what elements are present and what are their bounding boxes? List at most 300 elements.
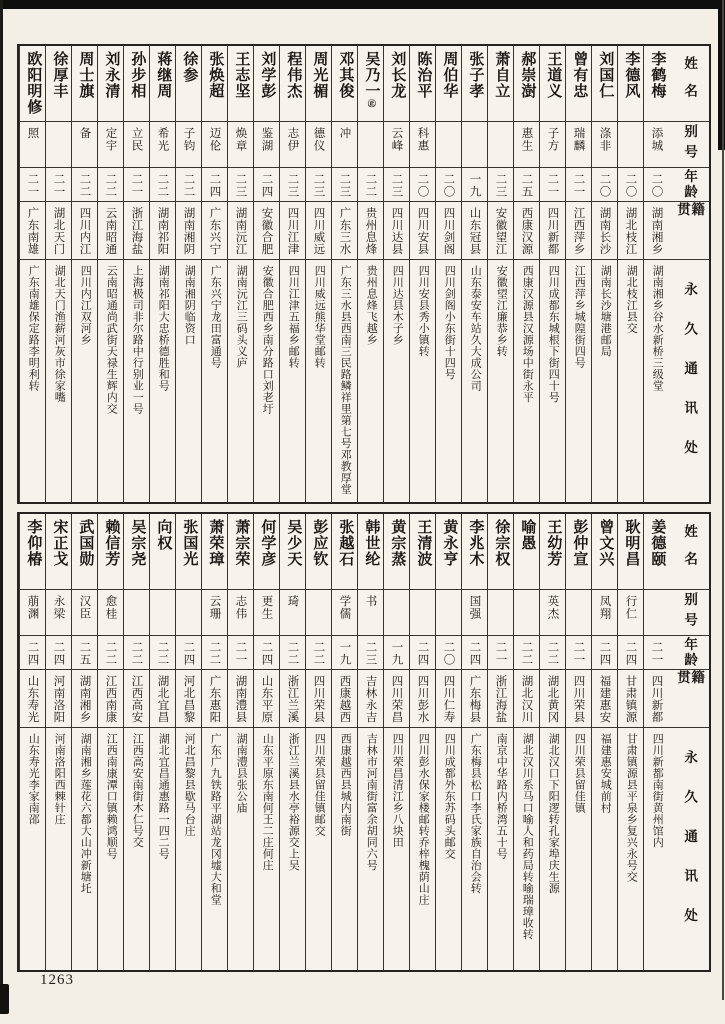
alias-cell — [436, 590, 461, 636]
native-text: 湖南澧县 — [234, 675, 247, 723]
alias-text: 焕章 — [234, 127, 247, 152]
name-cell — [254, 514, 279, 590]
address-cell — [540, 728, 565, 970]
person-column — [305, 514, 331, 970]
column-header-alias — [669, 122, 709, 168]
address-cell — [410, 260, 435, 502]
native-cell — [20, 670, 45, 728]
age-text: 二二 — [286, 641, 299, 666]
address-text: 安徽合肥西乡南分路口刘老圩 — [261, 265, 274, 415]
native-cell — [72, 202, 97, 260]
person-column — [201, 514, 227, 970]
age-text: 二四 — [416, 641, 429, 666]
native-cell — [540, 202, 565, 260]
column-header-native-label: 籍贯 — [675, 670, 705, 700]
person-column — [461, 514, 487, 970]
name-text: 喻愚 — [519, 519, 536, 551]
person-column — [357, 46, 383, 502]
scan-artifact-blob — [0, 984, 9, 1014]
native-cell — [332, 202, 357, 260]
page-number: 1263 — [40, 972, 74, 988]
address-text: 湖北汉口下阳逻转孔家埠庆生源 — [547, 733, 560, 894]
address-text: 湖北汉川系马口喻人和药局转喻瑞璋收转 — [521, 733, 534, 940]
scan-edge-left — [0, 0, 3, 1014]
column-header-name — [669, 46, 709, 122]
alias-text: 志伊 — [286, 127, 299, 152]
address-cell — [98, 728, 123, 970]
alias-cell — [150, 122, 175, 168]
age-text: 二〇 — [416, 173, 429, 198]
native-cell — [488, 202, 513, 260]
name-cell — [488, 514, 513, 590]
age-text: 二四 — [52, 641, 65, 666]
person-column — [175, 514, 201, 970]
age-text: 二三 — [494, 173, 507, 198]
alias-cell — [254, 122, 279, 168]
name-cell — [202, 514, 227, 590]
name-cell — [306, 46, 331, 122]
native-cell — [618, 670, 643, 728]
native-text: 四川新都 — [546, 207, 559, 255]
column-header-name-label: 姓名 — [682, 56, 698, 111]
native-cell — [358, 670, 383, 728]
age-text: 二一 — [572, 173, 585, 198]
alias-cell — [436, 122, 461, 168]
alias-text: 照 — [26, 127, 39, 140]
name-text: 蒋继周 — [155, 51, 172, 99]
name-cell — [176, 514, 201, 590]
name-text: 向权 — [155, 519, 172, 551]
name-cell — [176, 46, 201, 122]
alias-cell — [592, 122, 617, 168]
alias-cell — [514, 122, 539, 168]
native-cell — [98, 670, 123, 728]
address-text: 四川新都南街黄州馆内 — [651, 733, 664, 848]
age-cell — [46, 636, 71, 670]
native-cell — [462, 202, 487, 260]
age-cell — [618, 636, 643, 670]
age-cell — [150, 636, 175, 670]
alias-text: 汉臣 — [78, 595, 91, 620]
name-cell — [384, 514, 409, 590]
person-column — [513, 514, 539, 970]
address-text: 湖南湘乡谷水新桥三级堂 — [651, 265, 664, 392]
native-text: 江西萍乡 — [572, 207, 585, 255]
address-cell — [124, 728, 149, 970]
name-text: 李仰椿 — [25, 519, 42, 567]
person-column — [383, 46, 409, 502]
address-cell — [436, 728, 461, 970]
name-text: 刘永清 — [103, 51, 120, 99]
address-cell — [592, 728, 617, 970]
age-cell — [72, 636, 97, 670]
age-text: 二二 — [156, 173, 169, 198]
native-text: 四川威远 — [312, 207, 325, 255]
native-cell — [462, 670, 487, 728]
name-text: 程伟杰 — [285, 51, 302, 99]
name-text: 刘国仁 — [597, 51, 614, 99]
age-text: 二四 — [208, 173, 221, 198]
age-text: 二一 — [546, 173, 559, 198]
name-cell — [72, 46, 97, 122]
alias-cell — [202, 122, 227, 168]
native-text: 四川荣昌 — [390, 675, 403, 723]
alias-cell — [488, 122, 513, 168]
address-cell — [436, 260, 461, 502]
native-text: 四川仁寿 — [442, 675, 455, 723]
address-cell — [72, 728, 97, 970]
age-cell — [254, 636, 279, 670]
address-text: 浙江兰溪县水亭裕源交上吴 — [287, 733, 300, 871]
column-header-address — [669, 260, 709, 502]
alias-cell — [332, 590, 357, 636]
address-cell — [462, 260, 487, 502]
scan-edge-top — [0, 0, 725, 9]
alias-cell — [384, 590, 409, 636]
native-cell — [566, 670, 591, 728]
name-text: 彭仲宣 — [571, 519, 588, 567]
address-text: 四川荣县留佳镇邮交 — [313, 733, 326, 837]
native-cell — [124, 202, 149, 260]
address-cell — [488, 728, 513, 970]
address-cell — [254, 260, 279, 502]
address-cell — [332, 728, 357, 970]
native-cell — [592, 670, 617, 728]
name-text: 欧阳明修 — [25, 51, 42, 115]
native-cell — [514, 202, 539, 260]
address-cell — [384, 728, 409, 970]
native-cell — [280, 670, 305, 728]
name-cell — [514, 514, 539, 590]
person-column — [383, 514, 409, 970]
name-cell — [20, 514, 45, 590]
native-cell — [254, 670, 279, 728]
name-cell — [20, 46, 45, 122]
name-cell — [228, 514, 253, 590]
person-column — [149, 46, 175, 502]
name-cell — [462, 46, 487, 122]
address-cell — [514, 728, 539, 970]
native-text: 安徽望江 — [494, 207, 507, 255]
name-text: 耿明昌 — [623, 519, 640, 567]
age-text: 二四 — [260, 641, 273, 666]
name-text: 周光楣 — [311, 51, 328, 99]
alias-text: 立民 — [130, 127, 143, 152]
address-cell — [566, 728, 591, 970]
address-text: 广东三水县西南三民路鳞祥里第七号邓教厚堂 — [339, 265, 352, 495]
alias-cell — [46, 590, 71, 636]
person-column — [409, 46, 435, 502]
column-header-native-label: 籍贯 — [675, 202, 705, 232]
native-cell — [20, 202, 45, 260]
native-text: 山东冠县 — [468, 207, 481, 255]
name-text: 萧自立 — [493, 51, 510, 99]
age-cell — [98, 636, 123, 670]
address-cell — [150, 260, 175, 502]
name-text: 王志坚 — [233, 51, 250, 99]
address-text: 四川荣昌清江乡八块田 — [391, 733, 404, 848]
alias-cell — [98, 122, 123, 168]
alias-cell — [514, 590, 539, 636]
native-text: 广东兴宁 — [208, 207, 221, 255]
native-text: 浙江兰溪 — [286, 675, 299, 723]
age-cell — [592, 636, 617, 670]
native-text: 湖南祁阳 — [156, 207, 169, 255]
alias-cell — [644, 122, 669, 168]
age-text: 二二 — [104, 173, 117, 198]
person-column — [123, 46, 149, 502]
age-cell — [514, 168, 539, 202]
native-text: 云南昭通 — [104, 207, 117, 255]
person-column — [253, 514, 279, 970]
name-cell — [566, 46, 591, 122]
alias-cell — [228, 590, 253, 636]
person-column — [487, 46, 513, 502]
name-text: 刘学彭 — [259, 51, 276, 99]
name-text: 李鹤梅 — [649, 51, 666, 99]
native-cell — [228, 670, 253, 728]
native-text: 广东惠阳 — [208, 675, 221, 723]
alias-text: 英杰 — [546, 595, 559, 620]
name-cell — [98, 46, 123, 122]
column-header-native — [669, 202, 709, 260]
alias-text: 鉴湖 — [260, 127, 273, 152]
native-cell — [46, 202, 71, 260]
native-text: 湖南沅江 — [234, 207, 247, 255]
native-text: 湖北宜昌 — [156, 675, 169, 723]
native-cell — [98, 202, 123, 260]
native-text: 四川荣县 — [312, 675, 325, 723]
age-cell — [98, 168, 123, 202]
person-column — [331, 46, 357, 502]
native-text: 广东三水 — [338, 207, 351, 255]
alias-text: 行仁 — [624, 595, 637, 620]
person-column — [97, 514, 123, 970]
native-cell — [384, 202, 409, 260]
age-cell — [332, 636, 357, 670]
name-text: 姜德颐 — [649, 519, 666, 567]
name-cell — [384, 46, 409, 122]
age-text: 二二 — [546, 641, 559, 666]
column-header-age — [669, 168, 709, 202]
name-cell — [124, 46, 149, 122]
alias-cell — [20, 122, 45, 168]
age-cell — [228, 636, 253, 670]
native-text: 河北昌黎 — [182, 675, 195, 723]
age-cell — [592, 168, 617, 202]
alias-cell — [280, 590, 305, 636]
name-cell — [618, 514, 643, 590]
column-header-age-label: 年龄 — [682, 169, 698, 200]
name-text: 何学彦 — [259, 519, 276, 567]
name-cell — [618, 46, 643, 122]
person-column — [71, 46, 97, 502]
native-cell — [306, 202, 331, 260]
age-cell — [384, 636, 409, 670]
name-text: 宋正戈 — [51, 519, 68, 567]
address-text: 湖南沅江三码头义庐 — [235, 265, 248, 369]
name-text: 张焕超 — [207, 51, 224, 99]
age-text: 二〇 — [650, 173, 663, 198]
name-text: 赖信芳 — [103, 519, 120, 567]
name-cell — [150, 514, 175, 590]
name-text: 王幼芳 — [545, 519, 562, 567]
scan-edge-right-line — [722, 0, 724, 1000]
age-cell — [228, 168, 253, 202]
native-text: 贵州息烽 — [364, 207, 377, 255]
address-text: 福建惠安城前村 — [599, 733, 612, 814]
name-text: 曾有忠 — [571, 51, 588, 99]
name-cell — [358, 46, 383, 122]
person-column — [539, 514, 565, 970]
native-cell — [384, 670, 409, 728]
address-cell — [176, 728, 201, 970]
native-cell — [176, 202, 201, 260]
native-text: 湖北天门 — [52, 207, 65, 255]
person-column — [435, 514, 461, 970]
age-cell — [488, 168, 513, 202]
alias-cell — [488, 590, 513, 636]
age-cell — [176, 168, 201, 202]
age-cell — [618, 168, 643, 202]
person-column — [175, 46, 201, 502]
native-text: 湖北汉川 — [520, 675, 533, 723]
address-text: 广东梅县松口李氏家族自治会转 — [469, 733, 482, 894]
native-cell — [46, 670, 71, 728]
person-column — [19, 514, 45, 970]
alias-text: 希光 — [156, 127, 169, 152]
name-cell — [436, 514, 461, 590]
native-cell — [202, 670, 227, 728]
native-cell — [436, 202, 461, 260]
name-text: 萧宗荣 — [233, 519, 250, 567]
name-cell — [592, 514, 617, 590]
name-text: 吴乃一㊣ — [363, 51, 380, 107]
age-text: 二三 — [286, 173, 299, 198]
age-cell — [176, 636, 201, 670]
name-cell — [46, 514, 71, 590]
column-header-address-label: 永久通讯处 — [682, 750, 698, 948]
alias-cell — [644, 590, 669, 636]
person-column — [565, 46, 591, 502]
person-column — [409, 514, 435, 970]
native-text: 湖南湘乡 — [650, 207, 663, 255]
native-text: 广东南雄 — [26, 207, 39, 255]
person-column — [227, 514, 253, 970]
native-cell — [358, 202, 383, 260]
name-cell — [306, 514, 331, 590]
name-text: 吴宗尧 — [129, 519, 146, 567]
column-header-alias-label: 别号 — [682, 592, 698, 633]
age-text: 二二 — [78, 173, 91, 198]
alias-cell — [176, 122, 201, 168]
name-cell — [540, 514, 565, 590]
name-cell — [280, 46, 305, 122]
address-cell — [306, 260, 331, 502]
alias-cell — [150, 590, 175, 636]
address-cell — [644, 728, 669, 970]
address-cell — [332, 260, 357, 502]
name-text: 徐参 — [181, 51, 198, 83]
alias-text: 瑞麟 — [572, 127, 585, 152]
address-text: 安徽望江廉恭乡转 — [495, 265, 508, 357]
name-cell — [150, 46, 175, 122]
name-text: 孙步相 — [129, 51, 146, 99]
alias-text: 德仪 — [312, 127, 325, 152]
age-cell — [644, 636, 669, 670]
address-text: 山东泰安车站久大成公司 — [469, 265, 482, 392]
address-cell — [462, 728, 487, 970]
native-cell — [202, 202, 227, 260]
address-cell — [72, 260, 97, 502]
native-cell — [176, 670, 201, 728]
native-text: 四川内江 — [78, 207, 91, 255]
native-text: 山东寿光 — [26, 675, 39, 723]
alias-text: 迈伦 — [208, 127, 221, 152]
person-column — [643, 46, 669, 502]
age-cell — [540, 168, 565, 202]
native-cell — [306, 670, 331, 728]
age-cell — [306, 636, 331, 670]
address-cell — [98, 260, 123, 502]
age-text: 二二 — [520, 641, 533, 666]
native-cell — [566, 202, 591, 260]
alias-text: 子方 — [546, 127, 559, 152]
age-text: 二一 — [130, 173, 143, 198]
native-text: 河南洛阳 — [52, 675, 65, 723]
age-cell — [254, 168, 279, 202]
address-cell — [202, 728, 227, 970]
alias-text: 冲 — [338, 127, 351, 140]
age-cell — [20, 636, 45, 670]
address-cell — [20, 728, 45, 970]
age-text: 二四 — [182, 641, 195, 666]
person-column — [331, 514, 357, 970]
alias-cell — [98, 590, 123, 636]
address-text: 江西高安南街木仁号交 — [131, 733, 144, 848]
alias-text: 子钧 — [182, 127, 195, 152]
native-cell — [436, 670, 461, 728]
age-cell — [410, 168, 435, 202]
name-text: 张越石 — [337, 519, 354, 567]
alias-cell — [410, 590, 435, 636]
age-text: 二〇 — [442, 173, 455, 198]
native-text: 四川安县 — [416, 207, 429, 255]
alias-cell — [72, 590, 97, 636]
address-text: 四川剑阁小东街十四号 — [443, 265, 456, 380]
native-cell — [592, 202, 617, 260]
column-header-alias — [669, 590, 709, 636]
address-text: 江西萍乡城隍街四号 — [573, 265, 586, 369]
roster-table-bottom — [17, 512, 711, 972]
age-text: 二三 — [338, 173, 351, 198]
name-text: 邓其俊 — [337, 51, 354, 99]
alias-cell — [462, 590, 487, 636]
alias-text: 定宇 — [104, 127, 117, 152]
age-text: 二三 — [364, 641, 377, 666]
age-text: 二二 — [104, 641, 117, 666]
age-text: 二二 — [156, 641, 169, 666]
address-cell — [618, 260, 643, 502]
address-text: 四川达县木子乡 — [391, 265, 404, 346]
name-cell — [540, 46, 565, 122]
address-text: 河南洛阳西棘针庄 — [53, 733, 66, 825]
name-text: 黄永亨 — [441, 519, 458, 567]
person-column — [461, 46, 487, 502]
person-column — [435, 46, 461, 502]
address-cell — [20, 260, 45, 502]
age-text: 一九 — [468, 173, 481, 198]
